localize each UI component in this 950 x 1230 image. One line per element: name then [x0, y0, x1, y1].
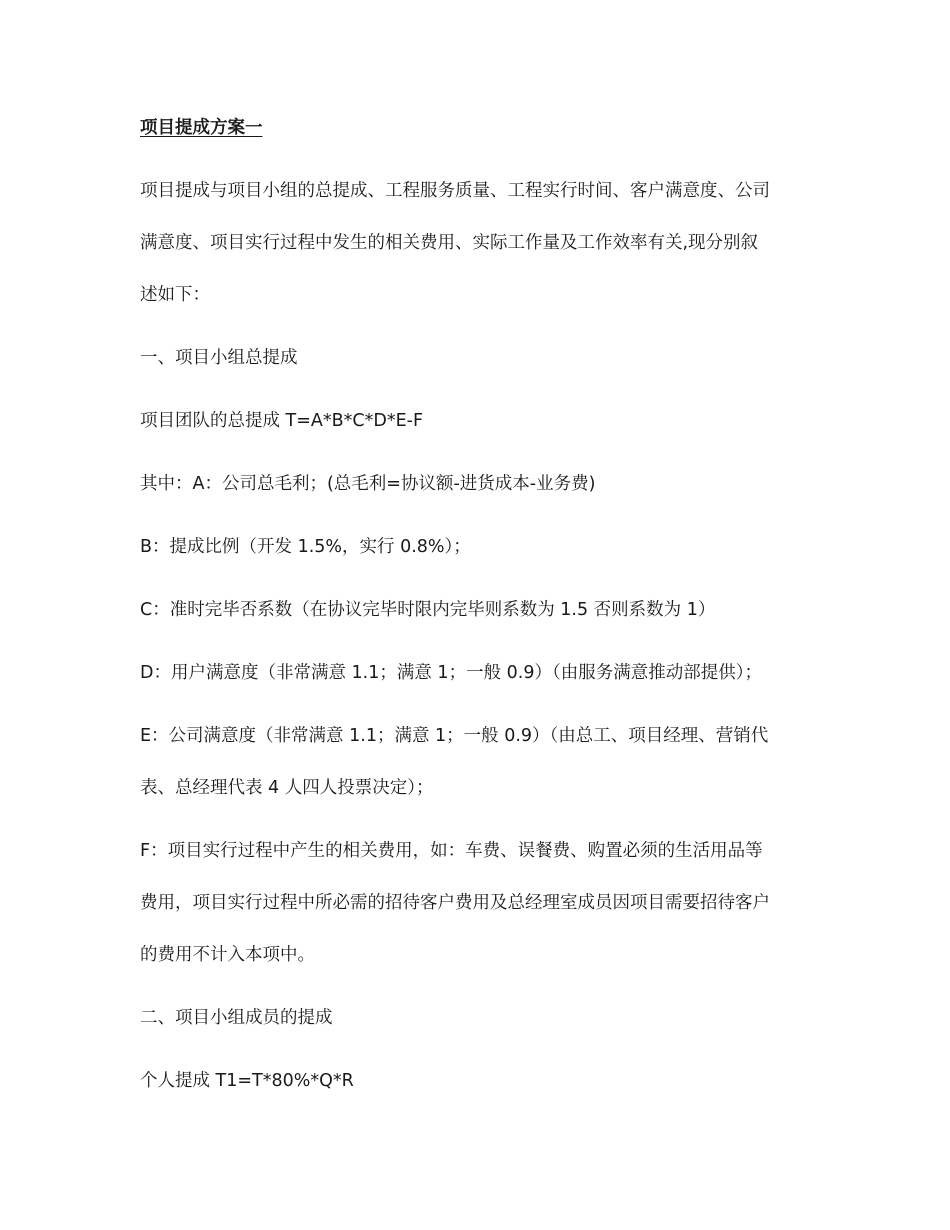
item-e-line: 表、总经理代表 4 人四人投票决定）； [140, 778, 434, 798]
item-b: B：提成比例（开发 1.5%，实行 0.8%）； [140, 537, 471, 557]
item-e-line: E：公司满意度（非常满意 1.1；满意 1；一般 0.9）（由总工、项目经理、营销代 [140, 726, 769, 746]
item-c: C：准时完毕否系数（在协议完毕时限内完毕则系数为 1.5 否则系数为 1） [140, 600, 716, 620]
item-a: 其中：A：公司总毛利；(总毛利=协议额-进货成本-业务费) [140, 474, 596, 494]
section2-heading: 二、项目小组成员的提成 [140, 1008, 333, 1028]
intro-line: 项目提成与项目小组的总提成、工程服务质量、工程实行时间、客户满意度、公司 [140, 181, 770, 201]
item-f [140, 825, 820, 981]
item-f-line: 的费用不计入本项中。 [140, 945, 315, 965]
team-commission-formula: 项目团队的总提成 T=A*B*C*D*E-F [140, 411, 424, 431]
item-d: D：用户满意度（非常满意 1.1；满意 1；一般 0.9）（由服务满意推动部提供）； [140, 663, 762, 683]
document-title: 项目提成方案一 [140, 118, 263, 138]
document-body [140, 102, 820, 1118]
item-e [140, 710, 820, 814]
item-f-line: F：项目实行过程中产生的相关费用，如：车费、误餐费、购置必须的生活用品等 [140, 841, 763, 861]
item-f-line: 费用，项目实行过程中所必需的招待客户费用及总经理室成员因项目需要招待客户 [140, 893, 770, 913]
intro-paragraph [140, 165, 820, 321]
intro-line: 述如下： [140, 285, 210, 305]
individual-commission-formula: 个人提成 T1=T*80%*Q*R [140, 1071, 354, 1091]
section1-heading: 一、项目小组总提成 [140, 348, 298, 368]
intro-line: 满意度、项目实行过程中发生的相关费用、实际工作量及工作效率有关,现分别叙 [140, 233, 759, 253]
